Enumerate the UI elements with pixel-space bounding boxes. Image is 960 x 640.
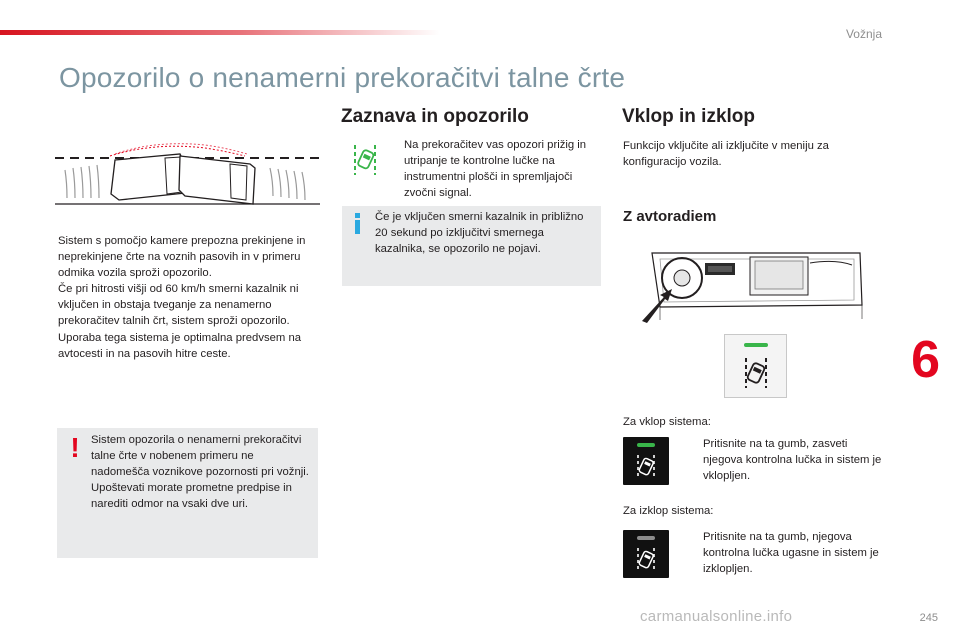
chapter-number: 6 [911,331,940,389]
heading-autoradio: Z avtoradiem [623,208,717,225]
enable-label: Za vklop sistema: [623,416,711,428]
system-description: Sistem s pomočjo kamere prepozna prekinjene in neprekinjene črte na voznih pasovih in v primeru odmika vozila sproži opozorilo. Če pri hitrosti višji od 60 km/h smerni kazalnik ni vključen in obstaja tveganje za nenamerno prekoračitev talnih črt, sistem sproži opozorilo. Uporaba tega sistema je optimalna predvsem na avtocesti in na pasovih hitre ceste. [58,235,306,360]
lane-departure-illustration [55,138,320,208]
info-text: Če je vključen smerni kazalnik in približno 20 sekund po izključitvi smernega kazalnika, se opozorilo ne pojavi. [375,211,584,256]
heading-detection: Zaznava in opozorilo [341,106,529,127]
warning-box [57,428,318,558]
warning-text: Sistem opozorila o nenamerni prekoračitvi talne črte v nobenem primeru ne nadomešča voznikove pozornosti pri vožnji. Upoštevati morate prometne predpise in narediti odmor na vsaki dve uri. [91,434,309,511]
switch-on-icon [623,437,669,485]
page-title: Opozorilo o nenamerni prekoračitvi talne črte [59,62,626,93]
section-label: Vožnja [845,27,882,41]
on-off-intro: Funkcijo vključite ali izključite v meniju za konfiguracijo vozila. [623,140,829,169]
info-icon [352,213,364,235]
chapter-color-bar [0,30,440,35]
car-icon [111,154,185,200]
switch-detail [724,334,787,398]
switch-off-icon [623,530,669,578]
dashboard-illustration [640,245,870,323]
enable-step: Pritisnite na ta gumb, zasveti njegova kontrolna lučka in sistem je vklopljen. [703,438,882,483]
exclamation-icon: ! [70,432,80,463]
info-box [342,206,601,286]
lane-departure-icon [352,143,378,177]
car-icon-2 [179,156,255,204]
disable-step: Pritisnite na ta gumb, njegova kontrolna lučka ugasne in sistem je izklopljen. [703,531,879,576]
heading-on-off: Vklop in izklop [622,106,756,127]
watermark: carmanualsonline.info [640,608,793,625]
page-number: 245 [919,612,938,624]
lane-assist-switch-icon [735,340,777,392]
disable-label: Za izklop sistema: [623,505,714,517]
alert-description: Na prekoračitev vas opozori prižig in utripanje te kontrolne lučke na instrumentni plošči in spremljajoči zvočni signal. [404,139,587,200]
